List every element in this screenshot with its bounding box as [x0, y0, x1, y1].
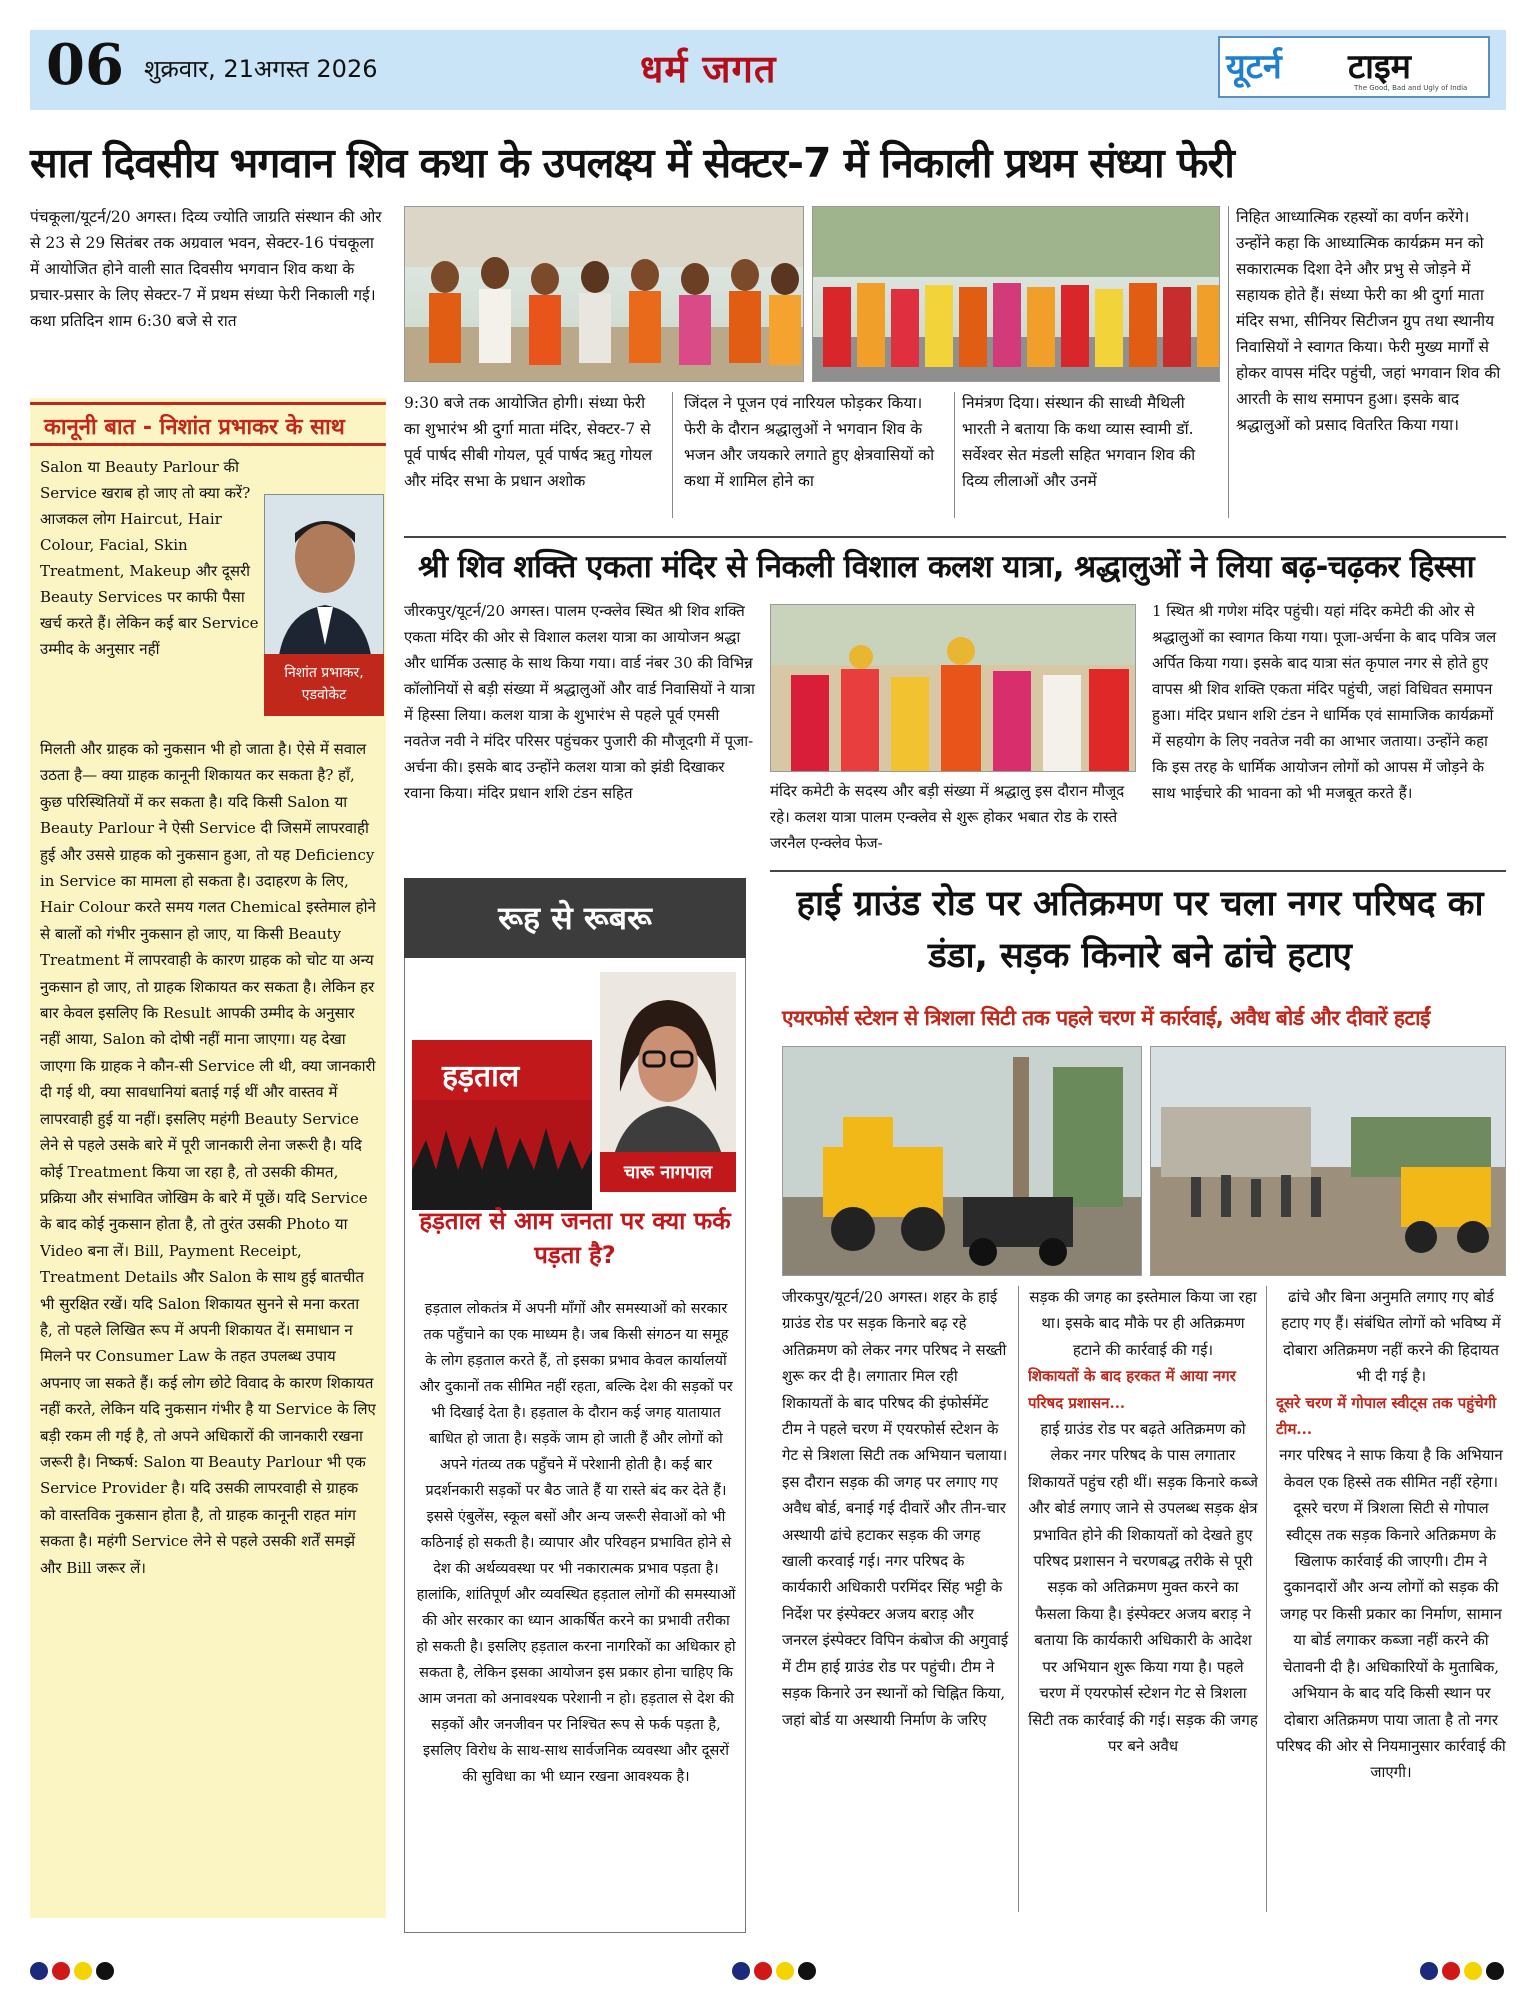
section-title: धर्म जगत — [640, 47, 777, 91]
story1-photo-2 — [812, 206, 1220, 382]
author-caption — [264, 654, 384, 716]
footer-dot — [754, 1962, 772, 1980]
legal-column-header — [30, 402, 386, 446]
footer-dot — [96, 1962, 114, 1980]
story3-col2 — [1028, 1284, 1258, 1918]
column-rule — [1018, 1286, 1019, 1912]
footer-color-dots-center — [732, 1962, 816, 1980]
road-encroachment-photo — [1151, 1047, 1506, 1276]
kalash-yatra-photo — [771, 605, 1136, 772]
story2-col3: 1 स्थित श्री गणेश मंदिर पहुंची। यहां मंदिर कमेटी की ओर से श्रद्धालुओं का स्वागत किया गया। पूजा-अर्चना के बाद पवित्र जल अर्पित किया गया। इसके बाद यात्रा संत कृपाल नगर से होते हुए वापस श्री शिव शक्ति एकता मंदिर पहुंची, जहां विधिवत समापन हुआ। मंदिर प्रधान शशि टंडन ने धार्मिक एवं सामाजिक कार्यक्रमों में सहयोग के लिए नवतेज नवी का आभार जताया। उन्होंने कहा कि इस तरह के धार्मिक आयोजन लोगों को आपस में जोड़ने के साथ भाईचारे की भावना को भी मजबूत करते हैं। — [1152, 602, 1497, 802]
devotees-group-photo — [813, 207, 1220, 382]
section-divider — [404, 536, 1506, 538]
story3-col2-subhead: शिकायतों के बाद हरकत में आया नगर परिषद प्रशासन... — [1028, 1367, 1236, 1412]
story3-col3 — [1276, 1284, 1506, 1918]
story1-col5: निहित आध्यात्मिक रहस्यों का वर्णन करेंगे। उन्होंने कहा कि आध्यात्मिक कार्यक्रम मन को सकारात्मक दिशा देने और प्रभु से जोड़ने में सहायक होते हैं। संध्या फेरी का श्री दुर्गा माता मंदिर सभा, सीनियर सिटीजन ग्रुप तथा स्थानीय निवासियों ने स्वागत किया। फेरी मुख्य मार्गों से होकर वापस मंदिर पहुंची, जहां भगवान शिव की आरती के साथ समापन हुआ। इसके बाद श्रद्धालुओं को प्रसाद वितरित किया गया। — [1236, 208, 1501, 434]
story3-col3-top: ढांचे और बिना अनुमति लगाए गए बोर्ड हटाए गए हैं। संबंधित लोगों को भविष्य में दोबारा अतिक्रमण नहीं करने की हिदायत भी दी गई है। — [1281, 1288, 1501, 1386]
newspaper-logo — [1218, 36, 1490, 98]
column-rule — [1228, 206, 1229, 518]
story1-col4: निमंत्रण दिया। संस्थान की साध्वी मैथिली भारती ने बताया कि कथा व्यास स्वामी डॉ. सर्वेश्वर सेत मंडली सहित भगवान शिव की दिव्य लीलाओं और उनमें — [962, 394, 1196, 490]
column-rule — [954, 392, 955, 518]
footer-dot — [52, 1962, 70, 1980]
footer-dot — [1486, 1962, 1504, 1980]
column-rule — [672, 392, 673, 518]
story3-photo-1 — [782, 1046, 1142, 1276]
story3-headline: हाई ग्राउंड रोड पर अतिक्रमण पर चला नगर परिषद का डंडा, सड़क किनारे बने ढांचे हटाए — [796, 884, 1484, 976]
jcb-demolition-photo — [783, 1047, 1142, 1276]
story3-photo-2 — [1150, 1046, 1506, 1276]
footer-dot — [1442, 1962, 1460, 1980]
story3-col3-body: नगर परिषद ने साफ किया है कि अभियान केवल एक हिस्से तक सीमित नहीं रहेगा। दूसरे चरण में त्रिशला सिटी से गोपाल स्वीट्स तक सड़क किनारे अतिक्रमण के खिलाफ कार्रवाई की जाएगी। टीम ने दुकानदारों और अन्य लोगों को सड़क की जगह पर किसी प्रकार का निर्माण, सामान या बोर्ड लगाकर कब्जा नहीं करने की चेतावनी दी है। अधिकारियों के मुताबिक, अभियान के बाद यदि किसी स्थान पर दोबारा अतिक्रमण पाया जाता है तो नगर परिषद की ओर से नियमानुसार कार्रवाई की जाएगी। — [1276, 1446, 1506, 1782]
story1-col3: जिंदल ने पूजन एवं नारियल फोड़कर किया। फेरी के दौरान श्रद्धालुओं ने भगवान शिव के भजन और जयकारे लगाते हुए क्षेत्रवासियों को कथा में शामिल होने का — [684, 394, 935, 490]
story2-col1: जीरकपुर/यूटर्न/20 अगस्त। पालम एन्क्लेव स्थित श्री शिव शक्ति एकता मंदिर की ओर से विशाल कलश यात्रा का आयोजन श्रद्धा और धार्मिक उत्साह के साथ किया गया। वार्ड नंबर 30 की विभिन्न कॉलोनियों से बड़ी संख्या में श्रद्धालुओं और वार्ड निवासियों ने यात्रा में हिस्सा लिया। कलश यात्रा के शुभारंभ से पहले पूर्व एमसी नवतेज नवी ने मंदिर परिसर पहुंचकर पुजारी की मौजूदगी में पूजा-अर्चना की। इसके बाद उन्होंने कलश यात्रा को झंडी दिखाकर रवाना किया। मंदिर प्रधान शशि टंडन सहित — [404, 602, 755, 802]
column-rule — [1266, 1286, 1267, 1912]
opinion-title: हड़ताल से आम जनता पर क्या फर्क पड़ता है? — [419, 1207, 731, 1269]
footer-color-dots-right — [1420, 1962, 1504, 1980]
story3-col2-body: हाई ग्राउंड रोड पर बढ़ते अतिक्रमण को लेकर नगर परिषद के पास लगातार शिकायतें पहुंच रही थीं। सड़क किनारे कब्जे और बोर्ड लगाए जाने से उपलब्ध सड़क क्षेत्र प्रभावित होने की शिकायतों को देखते हुए परिषद प्रशासन ने चरणबद्ध तरीके से पूरी सड़क को अतिक्रमण मुक्त करने का फैसला किया है। इंस्पेक्टर अजय बराड़ ने बताया कि कार्यकारी अधिकारी के आदेश पर अभियान शुरू किया गया है। पहले चरण में एयरफोर्स स्टेशन गेट से त्रिशला सिटी तक कार्रवाई की गई। सड़क की जगह पर बने अवैध — [1028, 1420, 1258, 1755]
opinion-author-name: चारू नागपाल — [600, 1152, 736, 1192]
logo-tagline: The Good, Bad and Ugly of India — [1354, 84, 1468, 92]
footer-dot — [1464, 1962, 1482, 1980]
story3-col1: जीरकपुर/यूटर्न/20 अगस्त। शहर के हाई ग्राउंड रोड पर सड़क किनारे बढ़ रहे अतिक्रमण को लेकर नगर परिषद ने सख्ती शुरू कर दी है। लगातार मिल रही शिकायतों के बाद परिषद की इंफोर्समेंट टीम ने पहले चरण में एयरफोर्स स्टेशन के गेट से त्रिशला सिटी तक अभियान चलाया। इस दौरान सड़क की जगह पर लगाए गए अवैध बोर्ड, बनाई गई दीवारें और तीन-चार अस्थायी ढांचे हटाकर सड़क की जगह खाली करवाई गई। नगर परिषद के कार्यकारी अधिकारी परमिंदर सिंह भट्टी के निर्देश पर इंस्पेक्टर अजय बराड़ और जनरल इंस्पेक्टर विपिन कंबोज की अगुवाई में टीम हाई ग्राउंड रोड पर पहुंची। टीम ने सड़क किनारे उन स्थानों को चिह्नित किया, जहां बोर्ड या अस्थायी निर्माण के जरिए — [782, 1288, 1009, 1729]
logo-text-part2: टाइम — [1348, 47, 1411, 87]
footer-dot — [798, 1962, 816, 1980]
story2-photo — [770, 604, 1136, 772]
author-role: एडवोकेट — [301, 687, 347, 703]
footer-dot — [732, 1962, 750, 1980]
section-divider — [770, 870, 1506, 872]
footer-dot — [1420, 1962, 1438, 1980]
story1-intro: पंचकूला/यूटर्न/20 अगस्त। दिव्य ज्योति जाग्रति संस्थान की ओर से 23 से 29 सितंबर तक अग्रवाल भवन, सेक्टर-16 पंचकूला में आयोजित होने वाली सात दिवसीय भगवान शिव कथा के प्रचार-प्रसार के लिए सेक्टर-7 में प्रथम संध्या फेरी निकाली गई। कथा प्रतिदिन शाम 6:30 बजे से रात — [30, 208, 382, 330]
author-portrait-icon — [600, 972, 736, 1172]
procession-group-photo — [405, 207, 804, 382]
story1-headline: सात दिवसीय भगवान शिव कथा के उपलक्ष्य में सेक्टर-7 में निकाली प्रथम संध्या फेरी — [30, 139, 1234, 187]
page-date: शुक्रवार, 21अगस्त 2026 — [144, 55, 378, 83]
author-photo — [264, 494, 384, 674]
footer-dot — [74, 1962, 92, 1980]
strike-illustration — [412, 1040, 592, 1210]
story1-photo-1 — [404, 206, 804, 382]
story3-subheadline: एयरफोर्स स्टेशन से त्रिशला सिटी तक पहले चरण में कार्रवाई, अवैध बोर्ड और दीवारें हटाईं — [782, 1006, 1430, 1030]
opinion-body: हड़ताल लोकतंत्र में अपनी माँगों और समस्याओं को सरकार तक पहुँचाने का एक माध्यम है। जब किसी संगठन या समूह के लोग हड़ताल करते हैं, तो इसका प्रभाव केवल कार्यालयों और दुकानों तक सीमित नहीं रहता, बल्कि देश की सड़कों पर भी दिखाई देता है। हड़ताल के दौरान कई जगह यातायात बाधित हो जाता है। सड़कें जाम हो जाती हैं और लोगों को अपने गंतव्य तक पहुँचने में परेशानी होती है। कई बार प्रदर्शनकारी सड़कों पर बैठ जाते हैं या रास्ते बंद कर देते हैं। इससे एंबुलेंस, स्कूल बसों और अन्य जरूरी सेवाओं को भी कठिनाई हो सकती है। व्यापार और परिवहन प्रभावित होने से देश की अर्थव्यवस्था पर भी नकारात्मक प्रभाव पड़ता है। हालांकि, शांतिपूर्ण और व्यवस्थित हड़ताल लोगों की समस्याओं की ओर सरकार का ध्यान आकर्षित करने का प्रभावी तरीका हो सकती है। इसलिए हड़ताल करना नागरिकों का अधिकार हो सकता है, लेकिन इसका आयोजन इस प्रकार होना चाहिए कि आम जनता को अनावश्यक परेशानी न हो। हड़ताल से देश की सड़कों और जनजीवन पर निश्चित रूप से फर्क पड़ता है, इसलिए विरोध के साथ-साथ सार्वजनिक व्यवस्था और दूसरों की सुविधा का भी ध्यान रखना आवश्यक है। — [416, 1301, 736, 1785]
lawyer-portrait-icon — [265, 495, 384, 674]
story2-col2: मंदिर कमेटी के सदस्य और बड़ी संख्या में श्रद्धालु इस दौरान मौजूद रहे। कलश यात्रा पालम एन्क्लेव से शुरू होकर भबात रोड के रास्ते जरनैल एन्क्लेव फेज- — [770, 782, 1125, 852]
strike-illustration-label: हड़ताल — [442, 1059, 520, 1094]
logo-text-part1: यूटर्न — [1226, 47, 1282, 87]
story2-headline: श्री शिव शक्ति एकता मंदिर से निकली विशाल कलश यात्रा, श्रद्धालुओं ने लिया बढ़-चढ़कर हिस्सा — [418, 549, 1475, 585]
story3-col3-subhead: दूसरे चरण में गोपाल स्वीट्स तक पहुंचेगी टीम... — [1276, 1393, 1497, 1439]
footer-dot — [30, 1962, 48, 1980]
raised-fists-icon — [412, 1100, 592, 1210]
legal-column-body: मिलती और ग्राहक को नुकसान भी हो जाता है। ऐसे में सवाल उठता है— क्या ग्राहक कानूनी शिकायत कर सकता है? हाँ, कुछ परिस्थितियों में कर सकता है। यदि किसी Salon या Beauty Parlour ने ऐसी Service दी जिसमें लापरवाही हुई और उससे ग्राहक को नुकसान हुआ, तो यह Deficiency in Service का मामला हो सकता है। उदाहरण के लिए, Hair Colour करते समय गलत Chemical इस्तेमाल होने से बालों को गंभीर नुकसान हो जाए, या किसी Beauty Treatment में लापरवाही के कारण ग्राहक को चोट या अन्य नुकसान हो जाए, तो ग्राहक शिकायत कर सकता है। लेकिन हर बार केवल इसलिए कि Result आपकी उम्मीद के अनुसार नहीं आया, Salon को दोषी नहीं माना जाएगा। यह देखा जाएगा कि ग्राहक ने कौन-सी Service ली थी, क्या जानकारी दी गई थी, क्या सावधानियां बताई गई थीं और वास्तव में लापरवाही हुई या नहीं। इसलिए महंगी Beauty Service लेने से पहले उसके बारे में पूरी जानकारी लेना जरूरी है। यदि कोई Treatment किया जा रहा है, तो उसकी कीमत, प्रक्रिया और संभावित जोखिम के बारे में पूछें। यदि Service के बाद कोई नुकसान होता है, तो तुरंत उसकी Photo या Video बना लें। Bill, Payment Receipt, Treatment Details और Salon के साथ हुई बातचीत भी सुरक्षित रखें। यदि Salon शिकायत सुनने से मना करता है, तो पहले लिखित रूप में अपनी शिकायत दें। समाधान न मिलने पर Consumer Law के तहत उपलब्ध उपाय अपनाए जा सकते हैं। कई लोग छोटे विवाद के कारण शिकायत नहीं करते, लेकिन यदि नुकसान गंभीर है या Service के लिए बड़ी रकम ली गई है, तो अपने अधिकारों की जानकारी रखना जरूरी है। निष्कर्ष: Salon या Beauty Parlour भी एक Service Provider है। यदि उसकी लापरवाही से ग्राहक को वास्तविक नुकसान होता है, तो ग्राहक कानूनी राहत मांग सकता है। महंगी Service लेने से पहले उसकी शर्तें समझें और Bill जरूर लें। — [40, 740, 376, 1577]
footer-dot — [776, 1962, 794, 1980]
footer-color-dots-left — [30, 1962, 114, 1980]
legal-column-intro: Salon या Beauty Parlour की Service खराब हो जाए तो क्या करें? आजकल लोग Haircut, Hair Colour, Facial, Skin Treatment, Makeup और दूसरी Beauty Services पर काफी पैसा खर्च करते हैं। लेकिन कई बार Service उम्मीद के अनुसार नहीं — [40, 458, 259, 658]
story3-col2-top: सड़क की जगह का इस्तेमाल किया जा रहा था। इसके बाद मौके पर ही अतिक्रमण हटाने की कार्रवाई की गई। — [1029, 1288, 1257, 1359]
opinion-author-photo — [600, 972, 736, 1172]
author-name: निशांत प्रभाकर, — [284, 665, 364, 681]
opinion-header: रूह से रूबरू — [404, 878, 746, 958]
story1-col2: 9:30 बजे तक आयोजित होगी। संध्या फेरी का शुभारंभ श्री दुर्गा माता मंदिर, सेक्टर-7 से पूर्व पार्षद सीबी गोयल, पूर्व पार्षद ऋतु गोयल और मंदिर सभा के प्रधान अशोक — [404, 394, 653, 490]
legal-column-title: कानूनी बात - निशांत प्रभाकर के साथ — [44, 415, 345, 440]
page-number: 06 — [46, 32, 124, 98]
